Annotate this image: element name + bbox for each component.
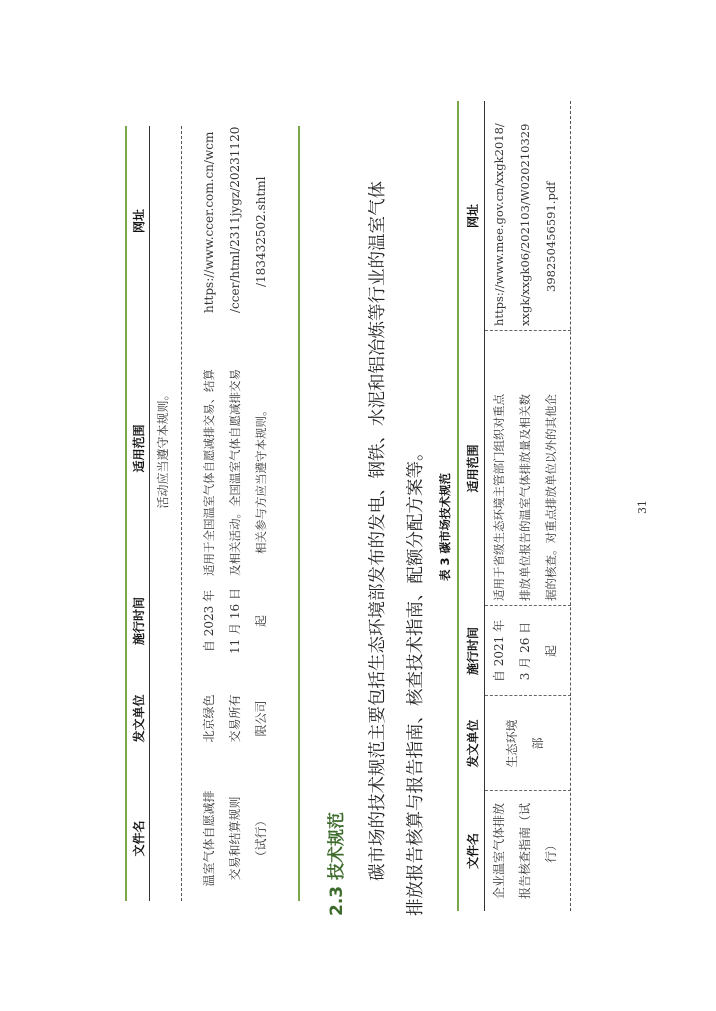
table3-cell-date: 自 2021 年 3 月 26 日 起 — [492, 619, 558, 683]
table3-cell-url[interactable]: https://www.mee.gov.cn/xxgk2018/ xxgk/xxgk06/202103/W020210329 398250456591.pdf — [492, 123, 558, 326]
table3-header-name: 文件名 — [466, 833, 480, 870]
table2-top-rule — [125, 126, 127, 901]
table2-row-divider — [181, 126, 182, 901]
table2-header-name: 文件名 — [132, 820, 146, 857]
table3-header-scope: 适用范围 — [466, 444, 480, 493]
table3-cell-name: 企业温室气体排放 报告核查指南（试 行） — [492, 803, 558, 900]
table3-cell-issuer: 生态环境 部 — [505, 719, 545, 768]
table2-header-scope: 适用范围 — [132, 424, 146, 473]
table2-header-issuer: 发文单位 — [132, 694, 146, 743]
paragraph-line-1: 碳市场的技术规范主要包括生态环境部发布的发电、钢铁、水泥和铝冶炼等行业的温室气体 — [368, 181, 388, 881]
table2-header-date: 施行时间 — [132, 597, 146, 646]
paragraph-line-2: 排放报告核算与报告指南、核查技术指南、配额分配方案等。 — [406, 443, 426, 916]
table3-cell-scope: 适用于省级生态环境主管部门组织对重点 排放单位报告的温室气体排放量及相关数 据的核查。对重点排放单位以外的其他企 — [492, 394, 558, 601]
table3-bottom-rule — [570, 101, 571, 911]
table3-header-url: 网址 — [466, 204, 480, 229]
table3-top-rule — [457, 101, 459, 911]
page-number: 31 — [636, 500, 649, 514]
table3-caption: 表 3 碳市场技术规范 — [438, 472, 452, 581]
table3-header-date: 施行时间 — [466, 627, 480, 676]
table2-cell-url[interactable]: https://www.ccer.com.cn/wcm /ccer/html/2311jygz/20231120 /183432502.shtml — [202, 126, 268, 313]
table2-cell-name: 温室气体自愿减排 交易和结算规则 （试行） — [202, 790, 268, 887]
table2-header-url: 网址 — [132, 209, 146, 234]
table2-cell-date: 自 2023 年 11 月 16 日 起 — [202, 588, 268, 654]
table2-cell-issuer: 北京绿色 交易所有 限公司 — [202, 694, 268, 743]
table2-prev-scope: 活动应当遵守本规则。 — [156, 388, 170, 509]
table3-header-issuer: 发文单位 — [466, 719, 480, 768]
section-heading: 2.3 技术规范 — [327, 811, 347, 916]
table2-bottom-rule — [298, 126, 300, 901]
table2-cell-scope: 适用于全国温室气体自愿减排交易、结算 及相关活动。全国温室气体自愿减排交易 相关参与方应当遵守本规则。 — [202, 369, 268, 576]
